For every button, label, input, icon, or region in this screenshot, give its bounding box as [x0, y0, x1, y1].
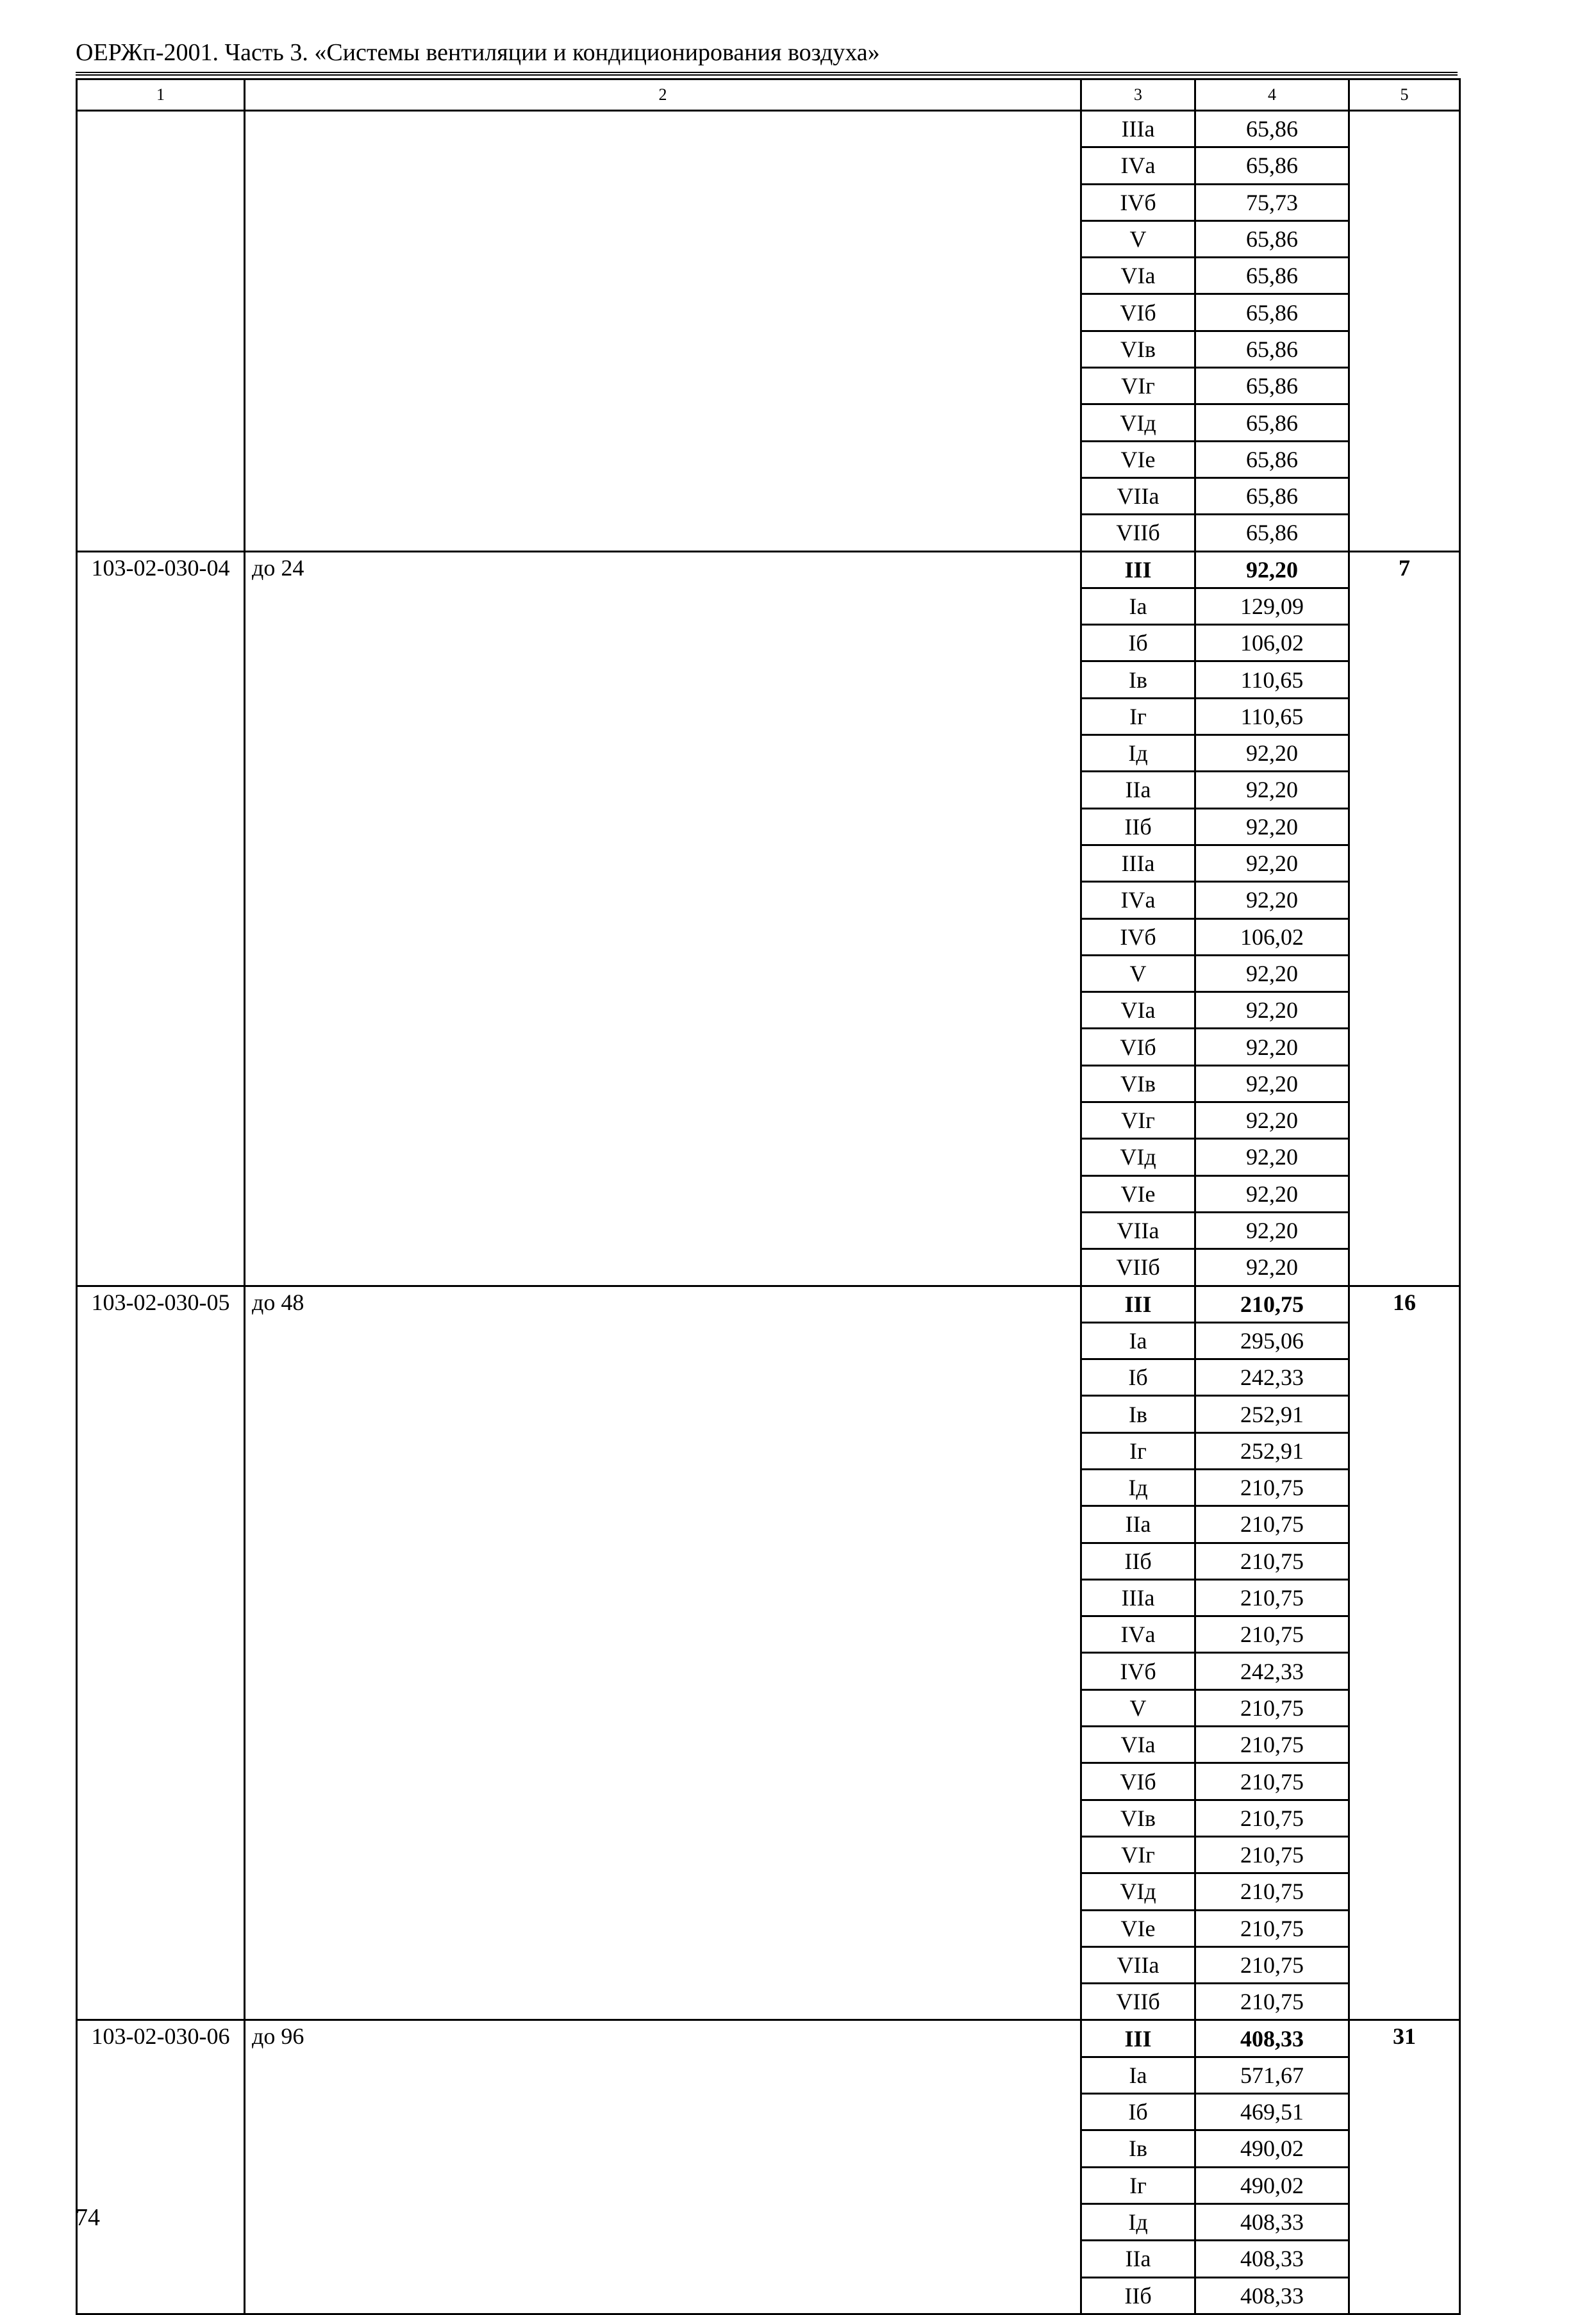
- value-cell: 65,86: [1195, 477, 1349, 514]
- value-cell: 92,20: [1195, 808, 1349, 845]
- value-cell: 490,02: [1195, 2167, 1349, 2203]
- value-cell: 65,86: [1195, 404, 1349, 441]
- value-cell: 92,20: [1195, 1212, 1349, 1249]
- row-description: [245, 111, 1081, 552]
- value-cell: 92,20: [1195, 1249, 1349, 1286]
- value-cell: 490,02: [1195, 2130, 1349, 2167]
- zone-cell: Iб: [1081, 625, 1195, 661]
- table-row: [77, 1286, 1460, 1322]
- zone-cell: Iг: [1081, 698, 1195, 734]
- zone-cell: Iб: [1081, 1359, 1195, 1396]
- value-cell: 65,86: [1195, 258, 1349, 294]
- zone-cell: IVб: [1081, 1653, 1195, 1689]
- zone-cell: Iд: [1081, 735, 1195, 772]
- zone-cell: IVа: [1081, 1616, 1195, 1653]
- value-cell: 210,75: [1195, 1616, 1349, 1653]
- zone-cell: III: [1081, 1286, 1195, 1322]
- zone-cell: VIе: [1081, 1910, 1195, 1946]
- zone-cell: VIв: [1081, 331, 1195, 367]
- zone-cell: VIIа: [1081, 1946, 1195, 1983]
- row-code: 103-02-030-04: [77, 551, 245, 1286]
- zone-cell: Iд: [1081, 1469, 1195, 1506]
- zone-cell: V: [1081, 955, 1195, 992]
- value-cell: 65,86: [1195, 147, 1349, 184]
- row-description: до 24: [245, 551, 1081, 1286]
- row-code: 103-02-030-06: [77, 2020, 245, 2314]
- zone-cell: III: [1081, 2020, 1195, 2057]
- table-row: [77, 2020, 1460, 2057]
- value-cell: 92,20: [1195, 992, 1349, 1029]
- zone-cell: IIIа: [1081, 845, 1195, 881]
- value-cell: 92,20: [1195, 845, 1349, 881]
- value-cell: 469,51: [1195, 2094, 1349, 2130]
- value-cell: 210,75: [1195, 1543, 1349, 1579]
- zone-cell: IIа: [1081, 2241, 1195, 2277]
- zone-cell: Iд: [1081, 2203, 1195, 2240]
- zone-cell: VIа: [1081, 992, 1195, 1029]
- zone-cell: VIд: [1081, 1139, 1195, 1175]
- zone-cell: VIIб: [1081, 515, 1195, 551]
- row-amount: [1349, 111, 1460, 552]
- zone-cell: VIд: [1081, 1873, 1195, 1910]
- row-code: 103-02-030-05: [77, 1286, 245, 2020]
- value-cell: 210,75: [1195, 1763, 1349, 1800]
- zone-cell: IVа: [1081, 147, 1195, 184]
- zone-cell: IIIа: [1081, 1579, 1195, 1616]
- zone-cell: Iв: [1081, 2130, 1195, 2167]
- value-cell: 210,75: [1195, 1836, 1349, 1873]
- value-cell: 92,20: [1195, 1065, 1349, 1102]
- zone-cell: IVб: [1081, 918, 1195, 955]
- zone-cell: IIIа: [1081, 111, 1195, 147]
- zone-cell: VIб: [1081, 1029, 1195, 1065]
- value-cell: 92,20: [1195, 1029, 1349, 1065]
- zone-cell: VIг: [1081, 1102, 1195, 1139]
- value-cell: 92,20: [1195, 1102, 1349, 1139]
- value-cell: 92,20: [1195, 551, 1349, 588]
- value-cell: 210,75: [1195, 1910, 1349, 1946]
- value-cell: 210,75: [1195, 1873, 1349, 1910]
- table-row: [77, 551, 1460, 588]
- value-cell: 295,06: [1195, 1322, 1349, 1359]
- value-cell: 110,65: [1195, 698, 1349, 734]
- zone-cell: VIа: [1081, 1727, 1195, 1763]
- table-body: [77, 79, 1460, 2314]
- value-cell: 65,86: [1195, 111, 1349, 147]
- value-cell: 210,75: [1195, 1946, 1349, 1983]
- value-cell: 242,33: [1195, 1359, 1349, 1396]
- zone-cell: VIIа: [1081, 477, 1195, 514]
- zone-cell: Iв: [1081, 661, 1195, 698]
- zone-cell: Iа: [1081, 1322, 1195, 1359]
- zone-cell: Iг: [1081, 1432, 1195, 1469]
- value-cell: 129,09: [1195, 588, 1349, 624]
- zone-cell: VIе: [1081, 1175, 1195, 1212]
- zone-cell: IIа: [1081, 1506, 1195, 1543]
- value-cell: 92,20: [1195, 1139, 1349, 1175]
- zone-cell: VIв: [1081, 1065, 1195, 1102]
- zone-cell: VIд: [1081, 404, 1195, 441]
- row-code: [77, 111, 245, 552]
- zone-cell: Iв: [1081, 1396, 1195, 1432]
- zone-cell: VIб: [1081, 294, 1195, 331]
- column-header: 3: [1081, 79, 1195, 111]
- value-cell: 106,02: [1195, 918, 1349, 955]
- zone-cell: IVа: [1081, 882, 1195, 918]
- zone-cell: VIIа: [1081, 1212, 1195, 1249]
- value-cell: 210,75: [1195, 1506, 1349, 1543]
- page-number: 74: [76, 2204, 100, 2231]
- column-header: 4: [1195, 79, 1349, 111]
- value-cell: 65,86: [1195, 441, 1349, 477]
- row-amount: 31: [1349, 2020, 1460, 2314]
- value-cell: 110,65: [1195, 661, 1349, 698]
- row-description: до 48: [245, 1286, 1081, 2020]
- zone-cell: Iг: [1081, 2167, 1195, 2203]
- zone-cell: Iа: [1081, 588, 1195, 624]
- zone-cell: VIIб: [1081, 1984, 1195, 2020]
- value-cell: 408,33: [1195, 2241, 1349, 2277]
- value-cell: 571,67: [1195, 2057, 1349, 2093]
- value-cell: 252,91: [1195, 1432, 1349, 1469]
- zone-cell: Iб: [1081, 2094, 1195, 2130]
- zone-cell: VIб: [1081, 1763, 1195, 1800]
- value-cell: 252,91: [1195, 1396, 1349, 1432]
- column-header: 5: [1349, 79, 1460, 111]
- value-cell: 65,86: [1195, 368, 1349, 404]
- zone-cell: VIг: [1081, 1836, 1195, 1873]
- zone-cell: VIг: [1081, 368, 1195, 404]
- value-cell: 92,20: [1195, 772, 1349, 808]
- value-cell: 408,33: [1195, 2203, 1349, 2240]
- value-cell: 65,86: [1195, 294, 1349, 331]
- value-cell: 210,75: [1195, 1469, 1349, 1506]
- value-cell: 210,75: [1195, 1800, 1349, 1836]
- zone-cell: IIб: [1081, 808, 1195, 845]
- row-description: до 96: [245, 2020, 1081, 2314]
- zone-cell: VIIб: [1081, 1249, 1195, 1286]
- value-cell: 242,33: [1195, 1653, 1349, 1689]
- column-header: 1: [77, 79, 245, 111]
- value-cell: 75,73: [1195, 184, 1349, 220]
- value-cell: 65,86: [1195, 220, 1349, 257]
- value-cell: 408,33: [1195, 2277, 1349, 2314]
- column-header: 2: [245, 79, 1081, 111]
- header-rule: [76, 72, 1458, 76]
- row-amount: 16: [1349, 1286, 1460, 2020]
- value-cell: 210,75: [1195, 1579, 1349, 1616]
- value-cell: 106,02: [1195, 625, 1349, 661]
- value-cell: 210,75: [1195, 1286, 1349, 1322]
- zone-cell: IIб: [1081, 1543, 1195, 1579]
- zone-cell: IIа: [1081, 772, 1195, 808]
- zone-cell: VIа: [1081, 258, 1195, 294]
- zone-cell: VIе: [1081, 441, 1195, 477]
- value-cell: 65,86: [1195, 515, 1349, 551]
- value-cell: 92,20: [1195, 882, 1349, 918]
- page-header: ОЕРЖп-2001. Часть 3. «Системы вентиляции и кондиционирования воздуха»: [76, 39, 880, 66]
- value-cell: 92,20: [1195, 735, 1349, 772]
- zone-cell: Iа: [1081, 2057, 1195, 2093]
- zone-cell: VIв: [1081, 1800, 1195, 1836]
- value-cell: 92,20: [1195, 1175, 1349, 1212]
- zone-cell: IVб: [1081, 184, 1195, 220]
- row-amount: 7: [1349, 551, 1460, 1286]
- column-header-row: [77, 79, 1460, 111]
- zone-cell: V: [1081, 1689, 1195, 1726]
- value-cell: 210,75: [1195, 1689, 1349, 1726]
- value-cell: 65,86: [1195, 331, 1349, 367]
- value-cell: 210,75: [1195, 1984, 1349, 2020]
- zone-cell: V: [1081, 220, 1195, 257]
- value-cell: 92,20: [1195, 955, 1349, 992]
- value-cell: 408,33: [1195, 2020, 1349, 2057]
- value-cell: 210,75: [1195, 1727, 1349, 1763]
- zone-cell: IIб: [1081, 2277, 1195, 2314]
- zone-cell: III: [1081, 551, 1195, 588]
- rates-table: [76, 78, 1461, 2315]
- table-row: [77, 111, 1460, 147]
